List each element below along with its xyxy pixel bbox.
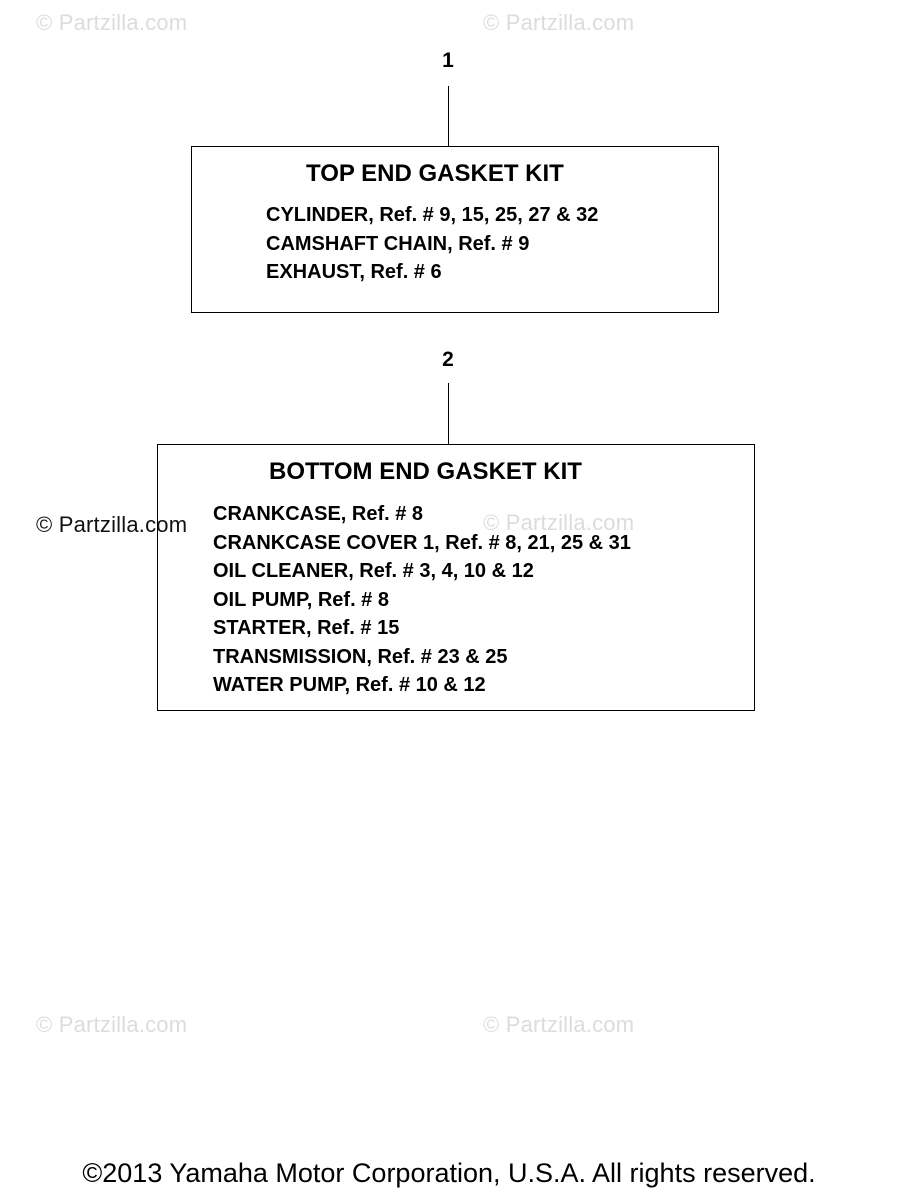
kit-item-list (213, 500, 631, 700)
watermark: © Partzilla.com (36, 1012, 188, 1037)
kit-item: CRANKCASE, Ref. # 8 (213, 503, 424, 525)
watermark: © Partzilla.com (483, 510, 635, 535)
kit-item: EXHAUST, Ref. # 6 (266, 261, 442, 283)
bottom-end-gasket-kit-box (157, 444, 755, 711)
watermark: © Partzilla.com (483, 10, 635, 35)
watermark: © Partzilla.com (36, 10, 188, 35)
kit-item: CYLINDER, Ref. # 9, 15, 25, 27 & 32 (266, 204, 599, 226)
kit-item: CAMSHAFT CHAIN, Ref. # 9 (266, 232, 530, 255)
kit-item-list (266, 201, 598, 287)
kit-item: STARTER, Ref. # 15 (213, 617, 400, 639)
kit-item: OIL CLEANER, Ref. # 3, 4, 10 & 12 (213, 560, 534, 582)
kit-item: TRANSMISSION, Ref. # 23 & 25 (213, 645, 508, 668)
leader-line (448, 383, 449, 444)
callout-number: 1 (442, 49, 454, 72)
kit-title: TOP END GASKET KIT (306, 160, 564, 187)
callout-number: 2 (442, 348, 454, 371)
watermark: © Partzilla.com (483, 1012, 635, 1037)
kit-title: BOTTOM END GASKET KIT (269, 458, 582, 485)
watermark: © Partzilla.com (36, 512, 188, 537)
copyright-notice: ©2013 Yamaha Motor Corporation, U.S.A. All rights reserved. (82, 1158, 816, 1188)
top-end-gasket-kit-box (191, 146, 719, 313)
kit-item: WATER PUMP, Ref. # 10 & 12 (213, 674, 486, 696)
leader-line (448, 86, 449, 146)
kit-item: OIL PUMP, Ref. # 8 (213, 588, 389, 611)
kit-item: CRANKCASE COVER 1, Ref. # 8, 21, 25 & 31 (213, 531, 631, 554)
